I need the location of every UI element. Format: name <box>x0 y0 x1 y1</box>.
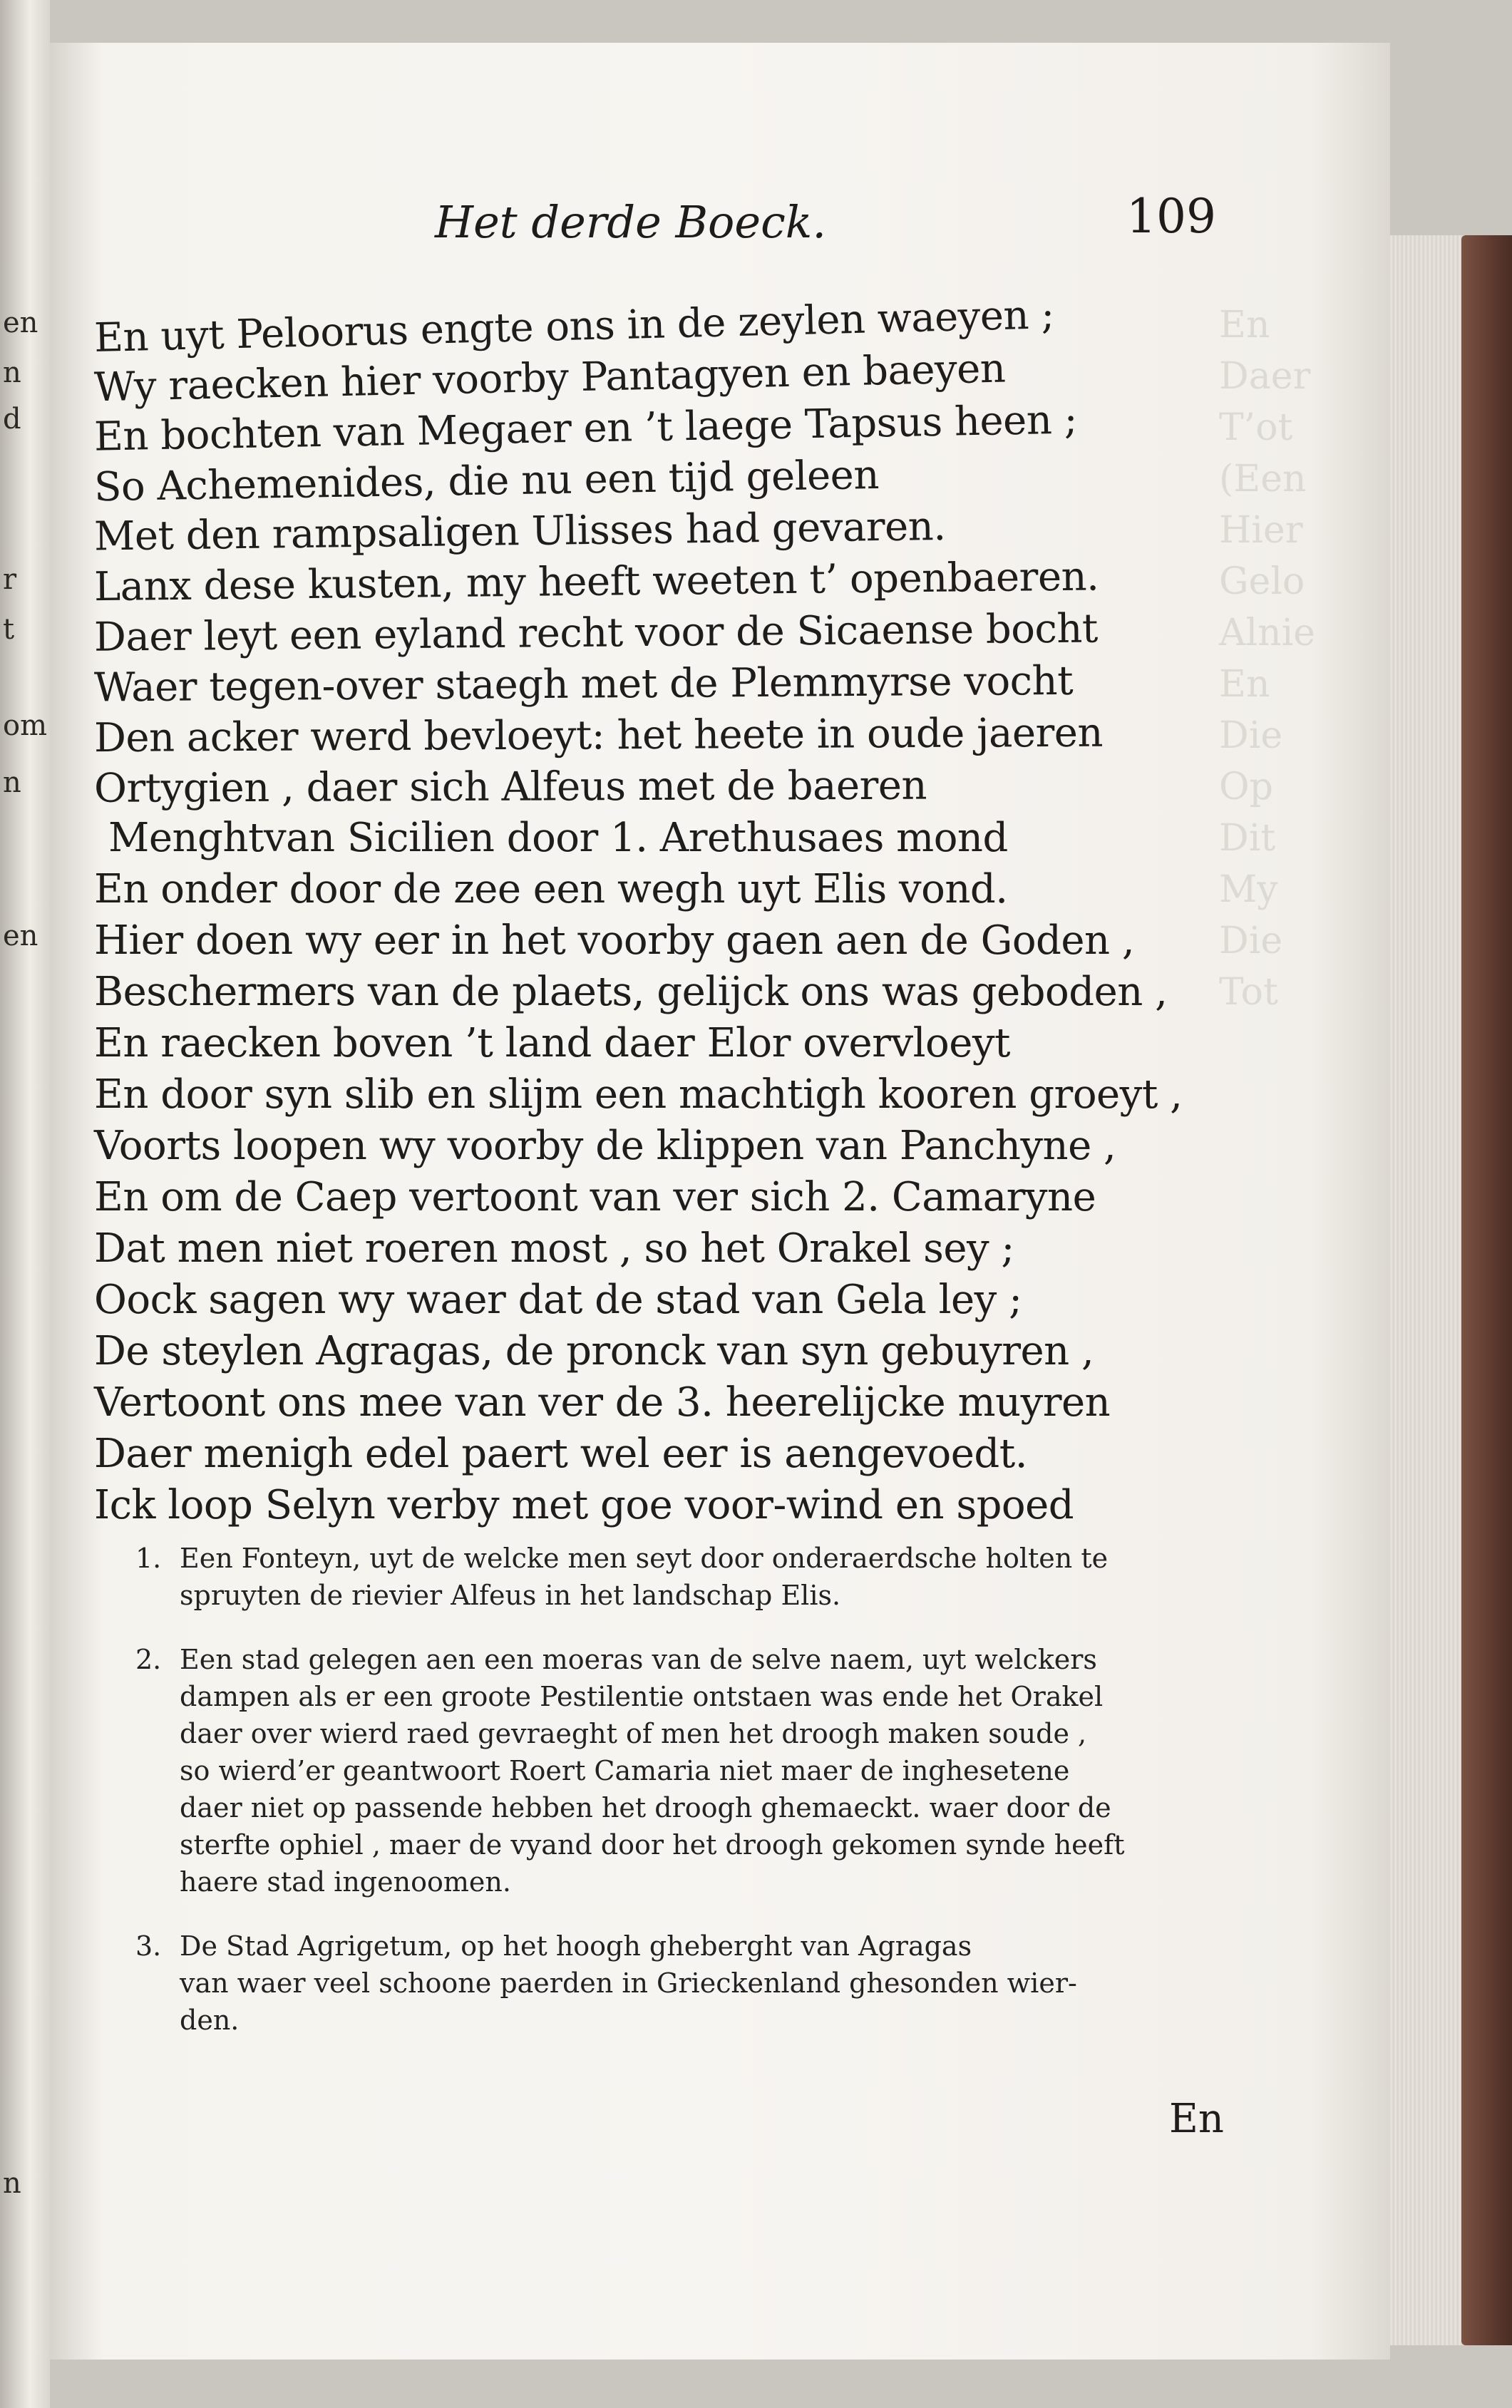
footnote-number: 3. <box>135 1930 162 1962</box>
footnotes <box>135 1540 1305 2066</box>
facing-page-fragment: n <box>3 766 21 799</box>
verse-line: En bochten van Megaer en ’t laege Tapsus heen ; <box>93 396 1078 460</box>
footnote-line: spruyten de rievier Alfeus in het landschap Elis. <box>180 1580 841 1611</box>
verse-line: So Achemenides, die nu een tijd geleen <box>93 451 880 511</box>
footnote-line: Een stad gelegen aen een moeras van de selve naem, uyt welckers <box>180 1644 1097 1675</box>
book-binding <box>1461 235 1512 2345</box>
footnote-line: daer niet op passende hebben het droogh ghemaeckt. waer door de <box>180 1792 1111 1823</box>
book-page <box>50 43 1390 2360</box>
verse-line: Daer leyt een eyland recht voor de Sicaense bocht <box>93 605 1099 661</box>
verse-line: Oock sagen wy waer dat de stad van Gela ley ; <box>94 1277 1022 1323</box>
verse-line: En door syn slib en slijm een machtigh kooren groeyt , <box>94 1071 1183 1118</box>
facing-page-edge <box>0 0 50 2408</box>
footnote-number: 2. <box>135 1644 162 1675</box>
verse-line: Ortygien , daer sich Alfeus met de baeren <box>93 762 927 812</box>
footnote-line: van waer veel schoone paerden in Grieckenland ghesonden wier- <box>180 1967 1077 1999</box>
facing-page-fragment: om <box>3 709 48 742</box>
footnote-1 <box>135 1540 1305 1614</box>
footnote-line: dampen als er een groote Pestilentie ontstaen was ende het Orakel <box>180 1681 1104 1712</box>
verse-line: Ick loop Selyn verby met goe voor-wind en spoed <box>94 1482 1074 1528</box>
verse-line: Dat men niet roeren most , so het Orakel sey ; <box>94 1225 1014 1272</box>
show-through-text: En Daer T’ot (Een Hier Gelo Alnie En Die Op Dit My Die Tot <box>1219 304 1316 1014</box>
verse-line: Lanx dese kusten, my heeft weeten t’ openbaeren. <box>93 553 1099 611</box>
verse-line: De steylen Agragas, de pronck van syn gebuyren , <box>94 1328 1094 1374</box>
verse-line: Vertoont ons mee van ver de 3. heerelijcke muyren <box>94 1379 1111 1426</box>
catchword: En <box>1169 2096 1224 2142</box>
verse-block <box>93 292 1206 1531</box>
page-number: 109 <box>1126 189 1216 244</box>
facing-page-fragment: n <box>3 2167 21 2200</box>
facing-page-fragment: r <box>3 563 17 596</box>
verse-line: Beschermers van de plaets, gelijck ons was geboden , <box>94 969 1168 1015</box>
footnote-3 <box>135 1928 1305 2039</box>
footnote-line: daer over wierd raed gevraeght of men het droogh maken soude , <box>180 1718 1087 1749</box>
verse-line: Waer tegen-over staegh met de Plemmyrse vocht <box>93 657 1074 711</box>
footnote-line: sterfte ophiel , maer de vyand door het droogh gekomen synde heeft <box>180 1829 1125 1861</box>
verse-line: Den acker werd bevloeyt: het heete in oude jaeren <box>93 709 1104 762</box>
facing-page-fragment: t <box>3 613 15 646</box>
verse-line: En raecken boven ’t land daer Elor overvloeyt <box>94 1020 1010 1066</box>
verse-line: Voorts loopen wy voorby de klippen van Panchyne , <box>94 1123 1116 1169</box>
verse-line: Hier doen wy eer in het voorby gaen aen de Goden , <box>94 917 1135 964</box>
verse-line: Met den rampsaligen Ulisses had gevaren. <box>93 503 946 560</box>
verse-line: En onder door de zee een wegh uyt Elis vond. <box>94 866 1008 912</box>
footnote-line: den. <box>180 2005 240 2036</box>
footnote-line: De Stad Agrigetum, op het hoogh gheberght van Agragas <box>180 1930 972 1962</box>
facing-page-fragment: en <box>3 920 38 952</box>
running-header: Het derde Boeck. <box>435 196 827 248</box>
footnote-line: so wierd’er geantwoort Roert Camaria niet maer de inghesetene <box>180 1755 1070 1786</box>
verse-line: Daer menigh edel paert wel eer is aengevoedt. <box>94 1431 1028 1477</box>
verse-line: En uyt Peloorus engte ons in de zeylen waeyen ; <box>93 292 1055 362</box>
verse-line: Wy raecken hier voorby Pantagyen en baeyen <box>93 345 1006 411</box>
verse-line: Menghtvan Sicilien door 1. Arethusaes mond <box>108 815 1008 861</box>
footnote-2 <box>135 1641 1305 1900</box>
facing-page-fragment: d <box>3 403 21 436</box>
facing-page-fragment: en <box>3 307 38 339</box>
footnote-line: haere stad ingenoomen. <box>180 1866 511 1898</box>
footnote-line: Een Fonteyn, uyt de welcke men seyt door onderaerdsche holten te <box>180 1543 1109 1574</box>
verse-line: En om de Caep vertoont van ver sich 2. Camaryne <box>94 1174 1096 1220</box>
facing-page-fragment: n <box>3 356 21 389</box>
footnote-number: 1. <box>135 1543 162 1574</box>
